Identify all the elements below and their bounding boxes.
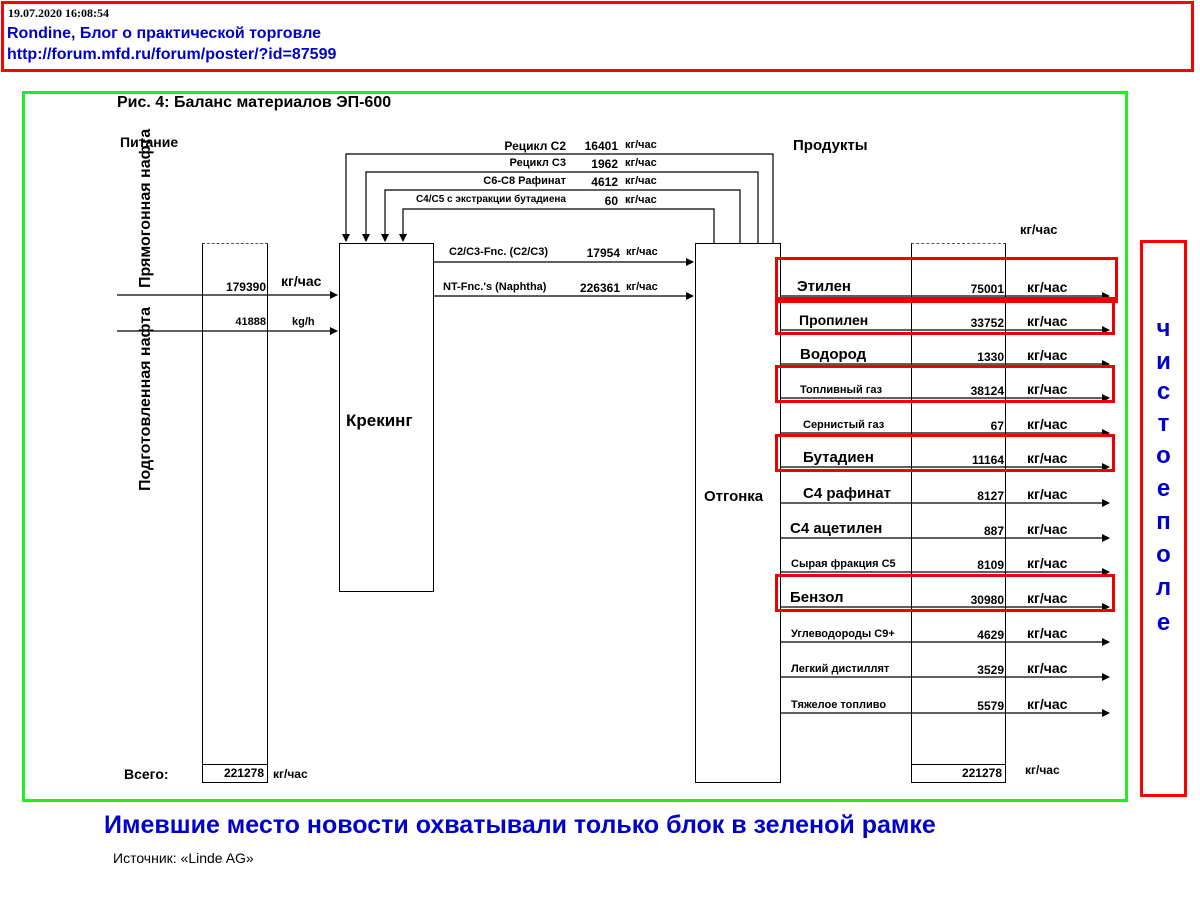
timestamp: 19.07.2020 16:08:54 <box>8 6 109 20</box>
recycle-label: Рецикл С2 <box>504 139 566 153</box>
recycle-label: С4/С5 с экстракции бутадиена <box>415 194 566 205</box>
side-letter: о <box>1156 541 1171 568</box>
side-letter: т <box>1157 410 1170 437</box>
recycle-c4c5-loop <box>403 209 714 243</box>
total-out-unit: кг/час <box>1025 763 1060 777</box>
product-value: 5579 <box>977 699 1004 713</box>
note-text: Имевшие место новости охватывали только блок в зеленой рамке <box>104 811 936 839</box>
product-unit: кг/час <box>1027 313 1068 329</box>
product-name: Бутадиен <box>803 449 874 466</box>
unit-heading: кг/час <box>1020 222 1058 237</box>
product-name: С4 ацетилен <box>790 520 883 537</box>
highlight-frame <box>775 365 1115 403</box>
furnace-value: 226361 <box>579 281 620 295</box>
furnace-unit: кг/час <box>626 281 658 293</box>
product-name: Пропилен <box>799 312 869 328</box>
product-name: Бензол <box>790 589 844 606</box>
recycle-label: С6-С8 Рафинат <box>483 175 566 187</box>
highlight-frame <box>775 574 1115 612</box>
product-unit: кг/час <box>1027 555 1068 571</box>
recycle-unit: кг/час <box>625 157 657 169</box>
diagram-title: Рис. 4: Баланс материалов ЭП-600 <box>117 94 392 111</box>
blog-url[interactable]: http://forum.mfd.ru/forum/poster/?id=87599 <box>7 46 337 63</box>
product-name: Легкий дистиллят <box>791 663 890 675</box>
product-value: 67 <box>990 419 1004 433</box>
side-letter: с <box>1156 378 1171 405</box>
stripping-label: Отгонка <box>704 488 764 505</box>
furnace-value: 17954 <box>586 246 620 260</box>
feed-1-unit: кг/час <box>281 273 322 289</box>
recycle-label: Рецикл С3 <box>509 157 566 169</box>
product-unit: кг/час <box>1027 279 1068 295</box>
recycle-value: 60 <box>604 194 618 208</box>
side-letter: ч <box>1156 315 1171 342</box>
product-name: Топливный газ <box>800 384 883 396</box>
recycle-unit: кг/час <box>625 139 657 151</box>
product-unit: кг/час <box>1027 521 1068 537</box>
recycle-value: 1962 <box>591 157 618 171</box>
product-unit: кг/час <box>1027 590 1068 606</box>
product-unit: кг/час <box>1027 625 1068 641</box>
product-value: 3529 <box>977 663 1004 677</box>
product-value: 8109 <box>977 558 1004 572</box>
product-name: Тяжелое топливо <box>791 699 887 711</box>
product-name: С4 рафинат <box>803 485 891 502</box>
feed-1-label: Прямогонная нафта <box>137 128 154 288</box>
product-unit: кг/час <box>1027 450 1068 466</box>
product-name: Водород <box>800 346 867 363</box>
feed-2-value: 41888 <box>235 316 266 328</box>
product-value: 8127 <box>977 489 1004 503</box>
recycle-unit: кг/час <box>625 194 657 206</box>
product-value: 75001 <box>970 282 1004 296</box>
side-letter: л <box>1155 574 1172 601</box>
products-heading: Продукты <box>793 137 868 154</box>
product-unit: кг/час <box>1027 696 1068 712</box>
product-value: 11164 <box>971 453 1004 467</box>
product-name: Этилен <box>797 278 851 295</box>
side-letter: о <box>1156 442 1171 469</box>
recycle-value: 16401 <box>584 139 618 153</box>
side-letter: и <box>1156 348 1171 375</box>
product-value: 38124 <box>970 384 1004 398</box>
feed-2-label: Подготовленная нафта <box>137 306 154 491</box>
product-value: 33752 <box>970 316 1004 330</box>
product-name: Сернистый газ <box>803 419 885 431</box>
total-in-value: 221278 <box>223 766 264 780</box>
furnace-unit: кг/час <box>626 246 658 258</box>
product-value: 887 <box>983 524 1004 538</box>
furnace-label: NT-Fnc.'s (Naphtha) <box>443 281 547 293</box>
feed-2-unit: kg/h <box>292 316 315 328</box>
product-unit: кг/час <box>1027 660 1068 676</box>
feed-1-value: 179390 <box>225 280 266 294</box>
product-value: 30980 <box>970 593 1004 607</box>
product-name: Углеводороды С9+ <box>791 628 895 640</box>
highlight-frame <box>775 297 1115 335</box>
product-name: Сырая фракция С5 <box>791 558 896 570</box>
side-letter: е <box>1156 475 1171 502</box>
side-letter: е <box>1156 609 1171 636</box>
total-out-value: 221278 <box>961 766 1002 780</box>
recycle-unit: кг/час <box>625 175 657 187</box>
product-unit: кг/час <box>1027 381 1068 397</box>
total-in-unit: кг/час <box>273 767 308 781</box>
furnace-label: C2/C3-Fnc. (C2/C3) <box>449 246 549 258</box>
product-unit: кг/час <box>1027 347 1068 363</box>
total-label: Всего: <box>124 766 169 782</box>
product-unit: кг/час <box>1027 416 1068 432</box>
feed-heading: Питание <box>120 134 179 150</box>
product-value: 4629 <box>977 628 1004 642</box>
product-value: 1330 <box>977 350 1004 364</box>
side-letter: п <box>1156 508 1171 535</box>
source-text: Источник: «Linde AG» <box>113 850 254 866</box>
blog-title: Rondine, Блог о практической торговле <box>7 25 322 42</box>
cracking-label: Крекинг <box>346 411 413 430</box>
product-unit: кг/час <box>1027 486 1068 502</box>
highlight-frame <box>775 434 1115 472</box>
recycle-value: 4612 <box>591 175 618 189</box>
